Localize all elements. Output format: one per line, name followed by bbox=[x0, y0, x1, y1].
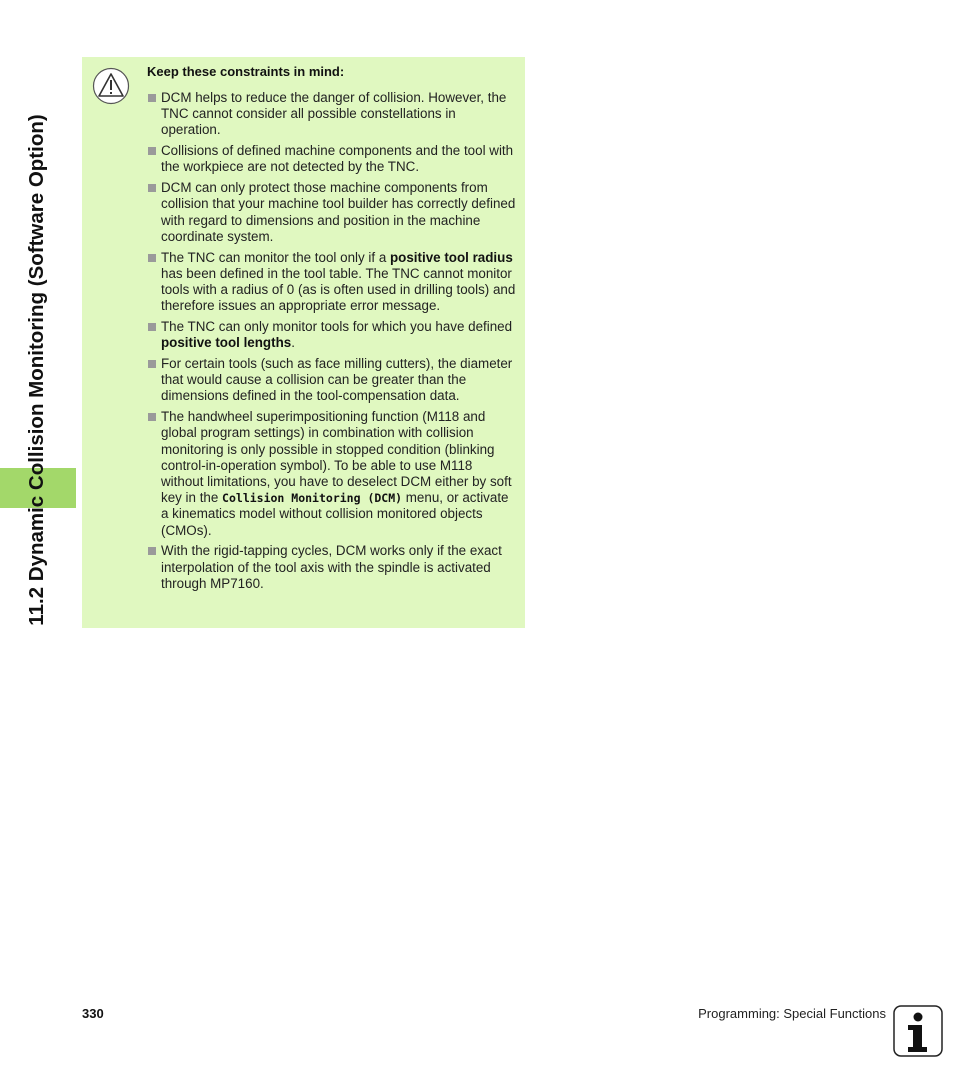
bullet-square-icon bbox=[148, 547, 156, 555]
bullet-square-icon bbox=[148, 254, 156, 262]
page-number: 330 bbox=[82, 1006, 104, 1021]
bullet-square-icon bbox=[148, 94, 156, 102]
footer-chapter-title: Programming: Special Functions bbox=[698, 1006, 886, 1021]
list-item: The handwheel superimpositioning function (M118 and global program settings) in combination with collision monitoring is only possible in stopped condition (blinking control-in-operation symbol). To be able to use M118 without limitations, you have to deselect DCM either by soft key in the Collision Monitoring (DCM) menu, or activate a kinematics model without collision monitored objects (CMOs). bbox=[147, 409, 517, 539]
bullet-square-icon bbox=[148, 360, 156, 368]
bullet-square-icon bbox=[148, 147, 156, 155]
list-item: DCM helps to reduce the danger of collision. However, the TNC cannot consider all possible constellations in operation. bbox=[147, 90, 517, 139]
bullet-square-icon bbox=[148, 323, 156, 331]
constraint-list bbox=[147, 90, 517, 597]
note-heading: Keep these constraints in mind: bbox=[147, 64, 345, 79]
list-item: With the rigid-tapping cycles, DCM works only if the exact interpolation of the tool axis with the spindle is activated through MP7160. bbox=[147, 543, 517, 592]
list-item: DCM can only protect those machine components from collision that your machine tool builder has correctly defined with regard to dimensions and position in the machine coordinate system. bbox=[147, 180, 517, 245]
warning-triangle-icon bbox=[92, 67, 130, 105]
list-item: The TNC can monitor the tool only if a positive tool radius has been defined in the tool table. The TNC cannot monitor tools with a radius of 0 (as is often used in drilling tools) and therefore issues an appropriate error message. bbox=[147, 250, 517, 315]
list-item: For certain tools (such as face milling cutters), the diameter that would cause a collision can be greater than the dimensions defined in the tool-compensation data. bbox=[147, 356, 517, 405]
list-item: The TNC can only monitor tools for which you have defined positive tool lengths. bbox=[147, 319, 517, 351]
bullet-square-icon bbox=[148, 413, 156, 421]
info-icon bbox=[893, 1005, 943, 1057]
bullet-square-icon bbox=[148, 184, 156, 192]
chapter-side-title: 11.2 Dynamic Collision Monitoring (Software Option) bbox=[25, 114, 48, 626]
softkey-label: Collision Monitoring (DCM) bbox=[222, 491, 403, 506]
list-item: Collisions of defined machine components and the tool with the workpiece are not detected by the TNC. bbox=[147, 143, 517, 175]
